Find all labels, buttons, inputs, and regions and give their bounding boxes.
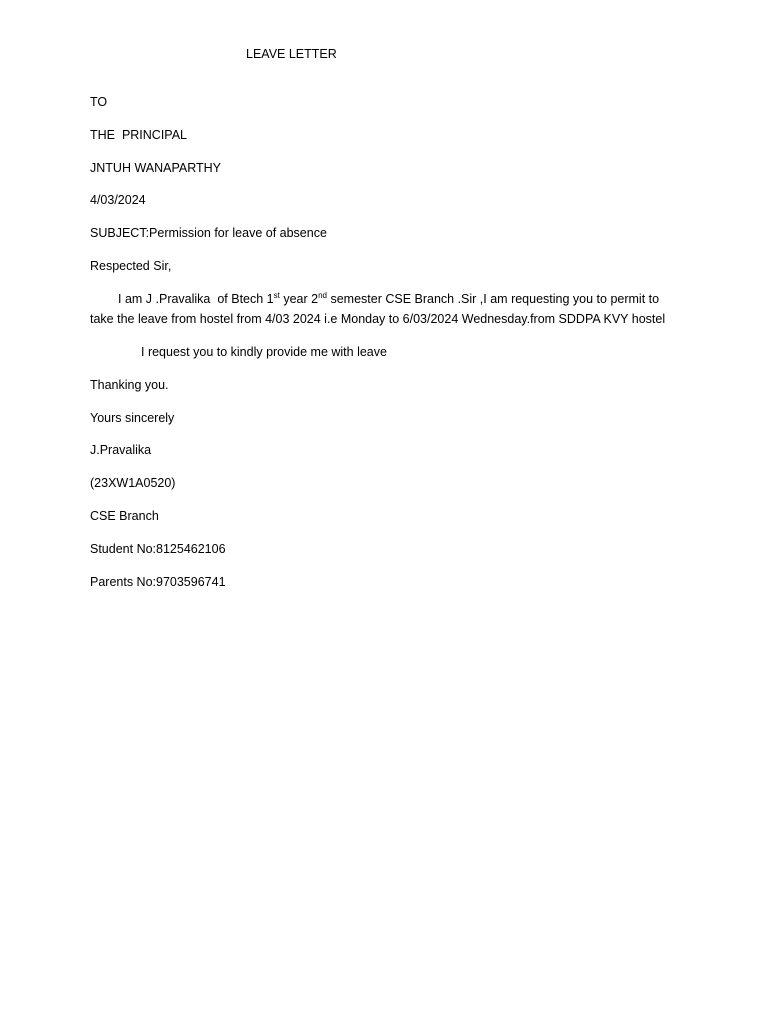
body-line-2: take the leave from hostel from 4/03 2024 i.e Monday to 6/03/2024 Wednesday.from SDDPA KVY hostel [90,312,666,326]
body-text-part-1: I am J .Pravalika of Btech 1 [118,292,274,306]
body-text-part-3: semester CSE Branch .Sir ,I am requesting you to permit to [326,292,660,306]
parent-phone: Parents No:9703596741 [90,575,226,589]
closing-line: Yours sincerely [90,411,175,425]
institution: JNTUH WANAPARTHY [90,161,222,175]
body-line-1 [90,289,690,309]
roll-number: (23XW1A0520) [90,476,176,490]
body-superscript-1: st [273,291,280,300]
thanks-line: Thanking you. [90,378,169,392]
salutation: Respected Sir, [90,259,172,273]
student-phone: Student No:8125462106 [90,542,226,556]
recipient: THE PRINCIPAL [90,128,188,142]
body-text-part-2: year 2 [279,292,319,306]
letter-date: 4/03/2024 [90,193,146,207]
sender-name: J.Pravalika [90,443,152,457]
to-label: TO [90,95,108,109]
subject-line: SUBJECT:Permission for leave of absence [90,226,327,240]
letter-title: LEAVE LETTER [246,47,337,61]
body-superscript-2: nd [318,291,327,300]
branch-line: CSE Branch [90,509,159,523]
body-paragraph [90,289,690,329]
request-line: I request you to kindly provide me with leave [141,345,387,359]
